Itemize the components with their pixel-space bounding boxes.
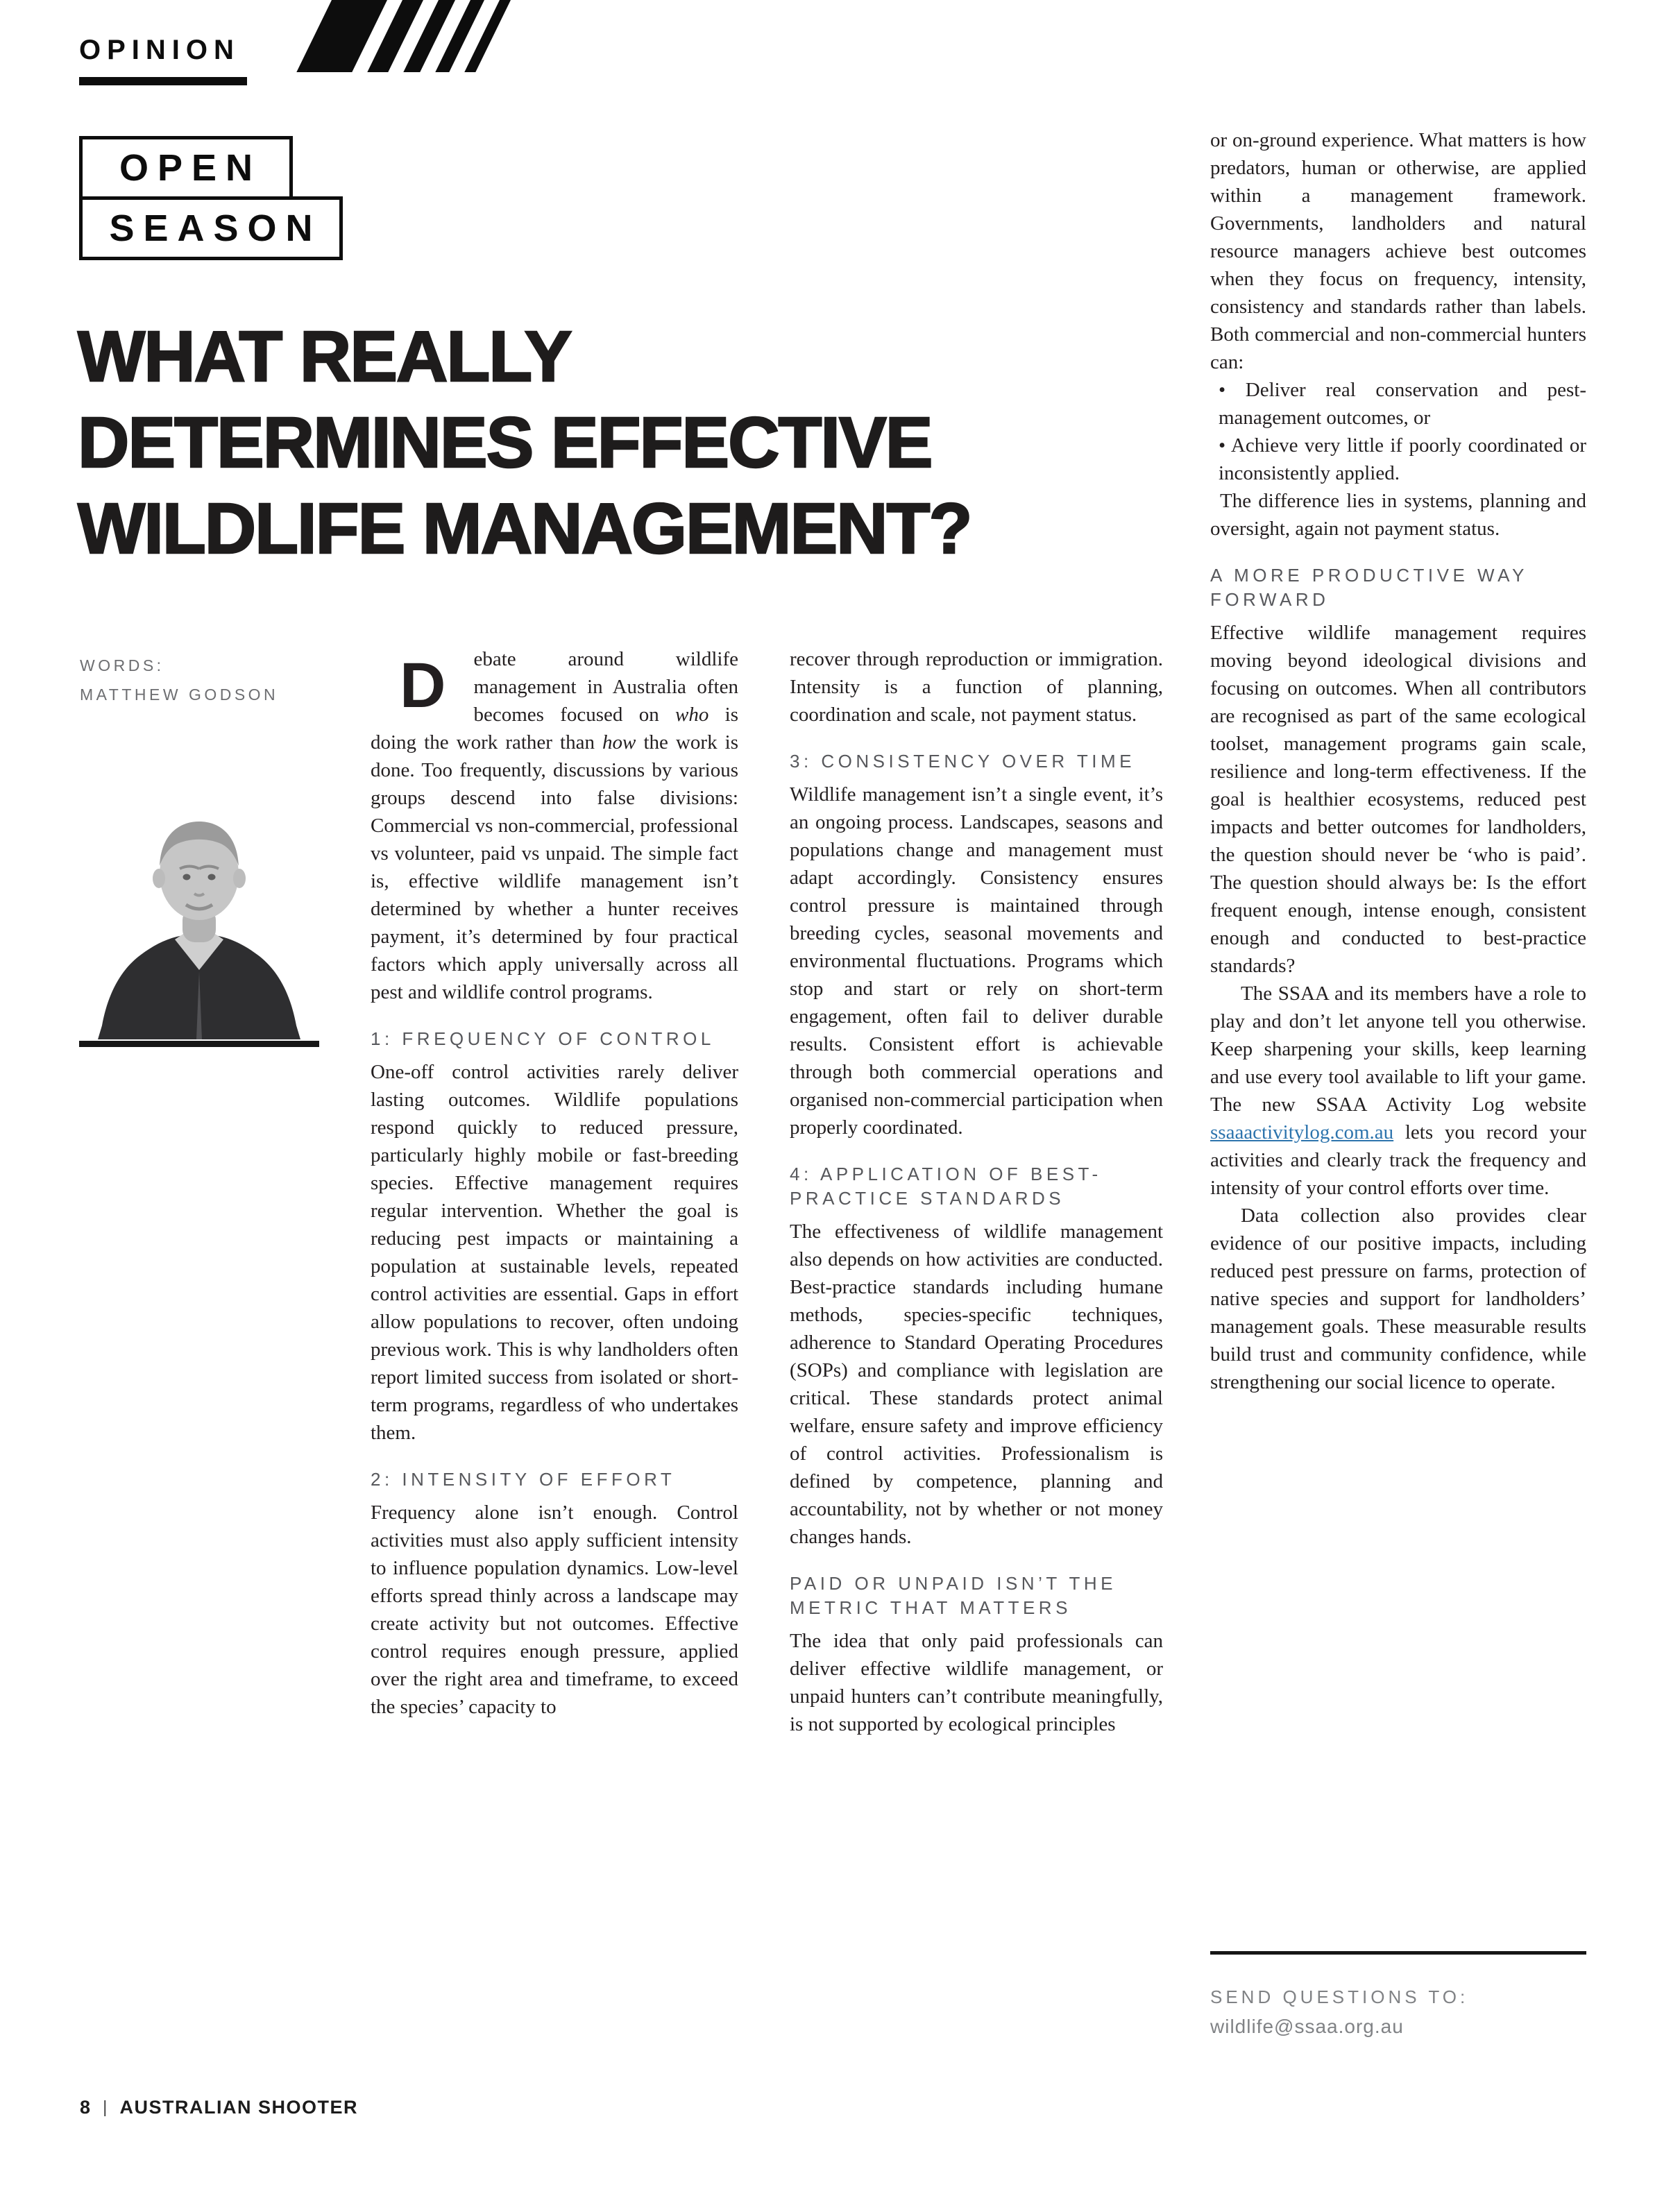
ssaa-text: The SSAA and its members have a role to play and don’t let anyone tell you otherwise. Keep sharpening your skills, keep learning and use every tool available to lift your game. The new SSAA Activity Log website: [1210, 982, 1586, 1116]
headline-line-2: DETERMINES EFFECTIVE: [78, 402, 932, 482]
author-photo: [79, 797, 319, 1047]
badge-line-season: SEASON: [79, 196, 343, 260]
paragraph-frequency: One-off control activities rarely deliver lasting outcomes. Wildlife populations respond quickly to reduced pressure, particularly highly mobile or fast-breeding species. Effective management requires regular intervention. Whether the goal is reducing pest impacts or maintaining a population at sustainable levels, repeated control activities are essential. Gaps in effort allow populations to recover, often undoing previous work. This is why landholders often report limited success from isolated or short-term programs, regardless of who undertakes them.: [371, 1061, 738, 1444]
heading-frequency-of-control: 1: FREQUENCY OF CONTROL: [371, 1028, 715, 1049]
author-portrait-illustration: [94, 797, 304, 1039]
bullet-achieve-little: • Achieve very little if poorly coordinated or inconsistently applied.: [1219, 434, 1586, 484]
lede-italic-how: how: [602, 731, 636, 754]
paragraph-paid-unpaid: The idea that only paid professionals can deliver effective wildlife management, or unpaid hunters can’t contribute meaningfully, is not supported by ecological principles: [790, 1630, 1163, 1735]
contact-divider: [1210, 1951, 1586, 1955]
open-season-badge: [79, 136, 343, 260]
section-label: OPINION: [79, 35, 247, 85]
magazine-name: AUSTRALIAN SHOOTER: [119, 2097, 359, 2118]
dropcap: D: [400, 650, 446, 721]
diagonal-stripes-icon: [296, 0, 511, 72]
heading-consistency-over-time: 3: CONSISTENCY OVER TIME: [790, 751, 1136, 772]
heading-intensity-of-effort: 2: INTENSITY OF EFFORT: [371, 1469, 676, 1490]
paragraph-intensity-continued: recover through reproduction or immigration. Intensity is a function of planning, coordination and scale, not payment status.: [790, 648, 1163, 726]
paragraph-on-ground: or on-ground experience. What matters is how predators, human or otherwise, are applied within a management framework. Governments, landholders and natural resource managers achieve best outcomes when they focus on frequency, intensity, consistency and standards rather than labels. Both commercial and non-commercial hunters can:: [1210, 129, 1586, 373]
paragraph-standards: The effectiveness of wildlife management also depends on how activities are conducted. Best-practice standards including humane methods, species-specific techniques, adherence to Standard Operating Procedures (SOPs) and compliance with legislation are critical. These standards protect animal welfare, ensure safety and improve efficiency of control activities. Professionalism is defined by competence, planning and accountability, not by whether or not money changes hands.: [790, 1220, 1163, 1548]
byline: [80, 651, 278, 709]
heading-best-practice-standards: 4: APPLICATION OF BEST-PRACTICE STANDARDS: [790, 1164, 1102, 1209]
paragraph-way-forward: Effective wildlife management requires moving beyond ideological divisions and focusing on outcomes. When all contributors are recognised as part of the same ecological toolset, management programs gain scale, resilience and long-term effectiveness. If the goal is healthier ecosystems, reduced pest impacts and better outcomes for landholders, the question should never be ‘who is paid’. The question should always be: Is the effort frequent enough, intense enough, consistent enough and conducted to best-practice standards?: [1210, 622, 1586, 977]
paragraph-data-collection: Data collection also provides clear evidence of our positive impacts, including reduced pest pressure on farms, protection of native species and support for landholders’ management goals. These measurable results build trust and community confidence, while strengthening our social licence to operate.: [1210, 1205, 1586, 1393]
headline: [78, 314, 1216, 572]
lede-italic-who: who: [675, 704, 709, 726]
contact-block: [1210, 1983, 1468, 2043]
lede-paragraph: [371, 645, 738, 1006]
lede-text: is doing the work rather than: [371, 704, 738, 754]
page-number: 8: [80, 2097, 91, 2118]
ssaa-text: lets you record your activities and clearly track the frequency and intensity of your control efforts over time.: [1210, 1121, 1586, 1199]
contact-label: SEND QUESTIONS TO:: [1210, 1986, 1469, 2007]
byline-author: MATTHEW GODSON: [80, 686, 279, 704]
activity-log-link[interactable]: ssaaactivitylog.com.au: [1210, 1121, 1394, 1143]
body-column-2: [790, 645, 1163, 1738]
headline-line-1: WHAT REALLY: [78, 316, 571, 396]
paragraph-consistency: Wildlife management isn’t a single event, it’s an ongoing process. Landscapes, seasons and populations change and management must adapt accordingly. Consistency ensures control pressure is maintained through breeding cycles, seasonal movements and environmental fluctuations. Programs which stop and start or rely on short-term engagement, often fail to deliver durable results. Consistent effort is achievable through both commercial operations and organised non-commercial participation when properly coordinated.: [790, 783, 1163, 1139]
paragraph-ssaa-activity-log: [1210, 980, 1586, 1202]
heading-more-productive-way: A MORE PRODUCTIVE WAY FORWARD: [1210, 565, 1528, 610]
contact-email: wildlife@ssaa.org.au: [1210, 2016, 1404, 2037]
badge-line-open: OPEN: [79, 136, 293, 200]
page-footer: [80, 2097, 358, 2118]
body-column-3: [1210, 126, 1586, 1396]
lede-text: the work is done. Too frequently, discussions by various groups descend into false divisions: Commercial vs non-commercial, professional vs volunteer, paid vs unpaid. The simple fact is, effective wildlife management isn’t determined by whether a hunter receives payment, it’s determined by four practical factors which apply universally across all pest and wildlife control programs.: [371, 731, 738, 1003]
body-column-1: [371, 645, 738, 1721]
byline-label: WORDS:: [80, 656, 164, 674]
lede-text: ebate around wildlife management in Australia often becomes focused on: [473, 648, 738, 726]
paragraph-difference: The difference lies in systems, planning and oversight, again not payment status.: [1210, 490, 1586, 540]
paragraph-intensity: Frequency alone isn’t enough. Control activities must also apply sufficient intensity to influence population dynamics. Low-level efforts spread thinly across a landscape may create activity but not outcomes. Effective control requires enough pressure, applied over the right area and timeframe, to exceed the species’ capacity to: [371, 1501, 738, 1718]
bullet-deliver-outcomes: • Deliver real conservation and pest-management outcomes, or: [1219, 379, 1586, 429]
heading-paid-or-unpaid: PAID OR UNPAID ISN’T THE METRIC THAT MATTERS: [790, 1573, 1117, 1618]
footer-separator: |: [103, 2098, 108, 2117]
headline-line-3: WILDLIFE MANAGEMENT?: [78, 488, 971, 568]
